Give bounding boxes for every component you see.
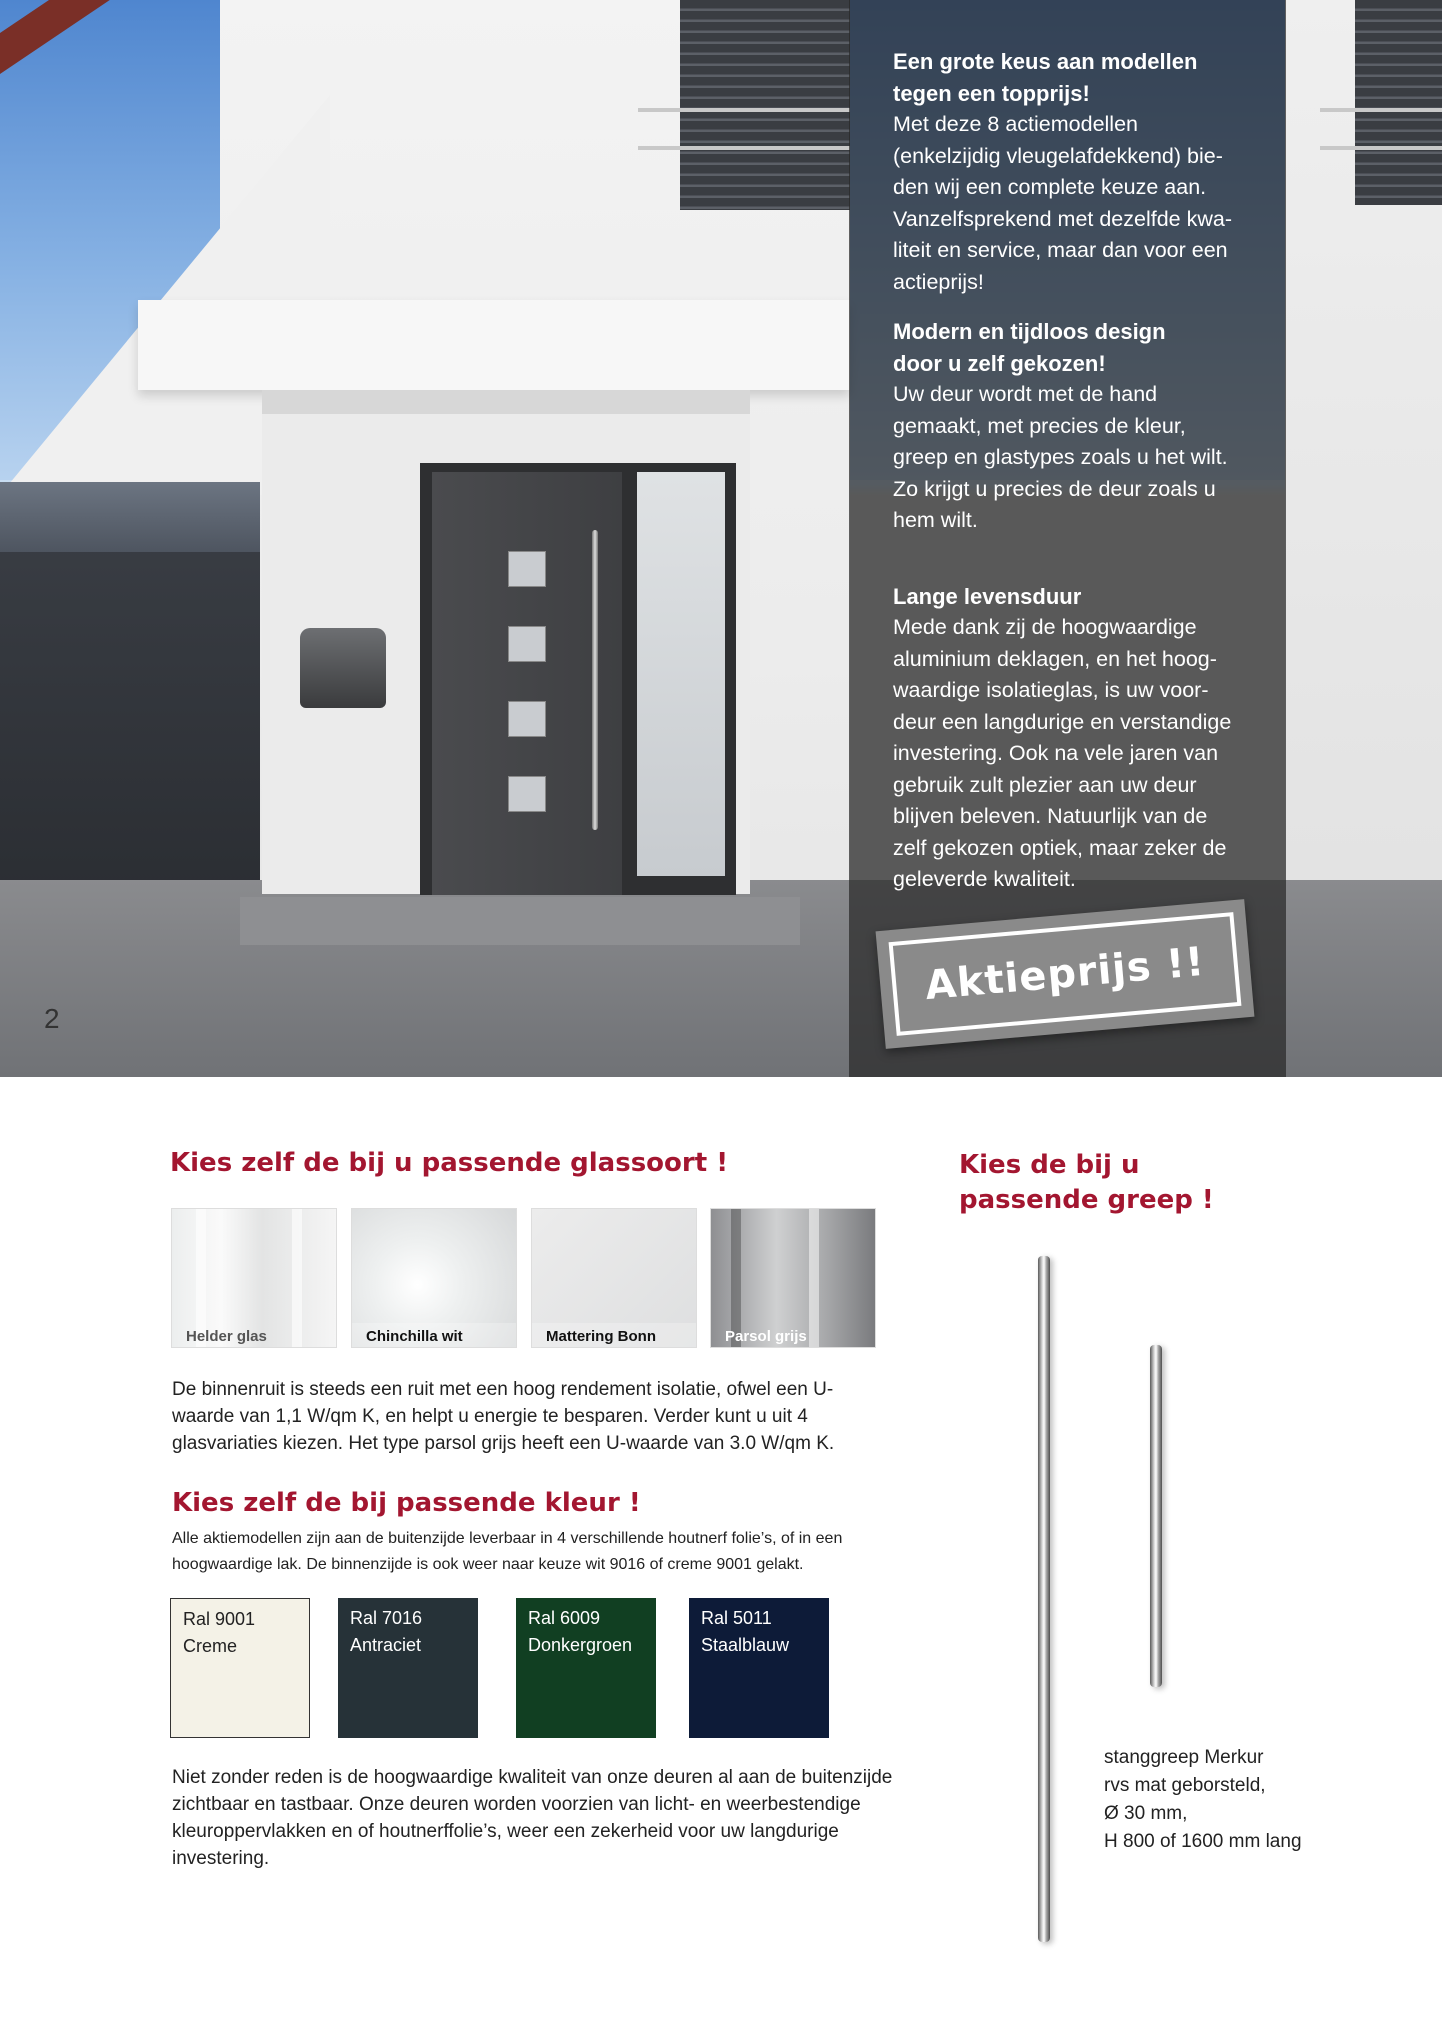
grip-caption [1104, 1744, 1344, 1856]
panel-line: Vanzelfsprekend met dezelfde kwa- [893, 206, 1233, 231]
closing-text: Niet zonder reden is de hoogwaardige kwaliteit van onze deuren al aan de buitenzijde zichtbaar en tastbaar. Onze deuren worden voorzien van licht- en weerbestendige kleuroppervlakken en of houtnerffolie’s, weer een zekerheid voor uw langdurige investering. [172, 1767, 893, 1869]
color-name: Antraciet [350, 1635, 422, 1655]
info-panel-text [893, 46, 1253, 896]
panel-line: blijven beleven. Natuurlijk van de [893, 804, 1208, 828]
swatch-detail [196, 1209, 206, 1347]
glass-heading: Kies zelf de bij u passende glassoort ! [170, 1148, 729, 1178]
mailbox [300, 628, 386, 708]
panel-line: hem wilt. [893, 508, 978, 532]
color-code: Ral 5011 [701, 1608, 772, 1628]
panel-line: waardige isolatieglas, is uw voor- [893, 678, 1209, 702]
glass-label: Parsol grijs [725, 1328, 807, 1345]
balcony-rail [1320, 108, 1442, 112]
panel-line: (enkelzijdig vleugelafdekkend) bie- [893, 143, 1223, 168]
door-glass-pane [508, 776, 546, 812]
glass-swatch-chinchilla [351, 1208, 517, 1348]
door-glass-pane [508, 551, 546, 587]
color-name: Creme [183, 1636, 238, 1656]
balcony-rail [638, 108, 850, 112]
panel-line: actieprijs! [893, 269, 984, 294]
panel-line: greep en glastypes zoals u het wilt. [893, 445, 1228, 469]
swatch-detail [292, 1209, 302, 1347]
balcony-rail [1320, 146, 1442, 150]
door-handle [592, 530, 598, 830]
panel-title-2b: door u zelf gekozen! [893, 350, 1106, 376]
color-subtext: Alle aktiemodellen zijn aan de buitenzijde leverbaar in 4 verschillende houtnerf folie’s, of in een hoogwaardige lak. De binnenzijde is ook weer naar keuze wit 9016 of creme 9001 gelakt. [172, 1530, 843, 1573]
panel-line: geleverde kwaliteit. [893, 867, 1076, 891]
door-glass-pane [508, 626, 546, 662]
badge-border [889, 912, 1242, 1036]
color-code: Ral 9001 [183, 1609, 256, 1629]
panel-line: gebruik zult plezier aan uw deur [893, 772, 1197, 797]
grip-caption-line: Ø 30 mm, [1104, 1803, 1188, 1824]
badge-text: Aktieprijs !! [923, 938, 1207, 1010]
handle-long-image [1038, 1256, 1050, 1942]
door-glass-pane [508, 701, 546, 737]
door-step [240, 897, 800, 945]
swatch-detail [731, 1209, 741, 1347]
color-option-creme [170, 1598, 310, 1738]
glass-swatch-parsol [710, 1208, 876, 1348]
color-code: Ral 7016 [350, 1608, 423, 1628]
grip-heading-line: passende greep ! [959, 1185, 1214, 1215]
entrance-canopy [138, 300, 850, 390]
panel-line: liteit en service, maar dan voor een [893, 238, 1228, 262]
swatch-detail [809, 1209, 819, 1347]
glass-label: Helder glas [186, 1328, 267, 1345]
glass-label: Mattering Bonn [546, 1328, 656, 1345]
panel-line: gemaakt, met precies de kleur, [893, 413, 1186, 438]
canopy-shadow [262, 390, 750, 414]
panel-title-1b: tegen een topprijs! [893, 80, 1090, 106]
garage-lintel [0, 482, 260, 552]
handle-short-image [1150, 1345, 1162, 1687]
panel-line: zelf gekozen optiek, maar zeker de [893, 835, 1227, 860]
glass-swatch-helder [171, 1208, 337, 1348]
color-option-antraciet [338, 1598, 478, 1738]
panel-line: Mede dank zij de hoogwaardige [893, 615, 1197, 639]
color-option-donkergroen [516, 1598, 656, 1738]
grip-caption-line: H 800 of 1600 mm lang [1104, 1831, 1302, 1852]
glass-swatch-mattering [531, 1208, 697, 1348]
panel-line: Met deze 8 actiemodellen [893, 112, 1139, 136]
panel-line: Uw deur wordt met de hand [893, 382, 1158, 406]
panel-line: Zo krijgt u precies de deur zoals u [893, 476, 1216, 501]
balcony-rail [638, 146, 850, 150]
page-number: 2 [44, 1003, 60, 1034]
window-blinds [1355, 0, 1442, 205]
grip-caption-line: rvs mat geborsteld, [1104, 1775, 1266, 1796]
glass-description: De binnenruit is steeds een ruit met een hoog rendement isolatie, ofwel een U-waarde van 1,1 W/qm K, en helpt u energie te besparen. Verder kunt u uit 4 glasvariaties kiezen. Het type parsol grijs heeft een U-waarde van 3.0 W/qm K. [172, 1379, 835, 1454]
panel-line: aluminium deklagen, en het hoog- [893, 646, 1217, 671]
color-name: Staalblauw [701, 1635, 790, 1655]
panel-line: den wij een complete keuze aan. [893, 175, 1207, 199]
color-name: Donkergroen [528, 1635, 633, 1655]
grip-heading [959, 1148, 1279, 1218]
color-option-staalblauw [689, 1598, 829, 1738]
panel-line: investering. Ook na vele jaren van [893, 741, 1219, 765]
panel-title-3: Lange levensduur [893, 583, 1082, 609]
panel-title-1: Een grote keus aan modellen [893, 49, 1198, 74]
color-code: Ral 6009 [528, 1608, 601, 1628]
grip-caption-line: stanggreep Merkur [1104, 1747, 1264, 1768]
panel-line: deur een langdurige en verstandige [893, 709, 1232, 734]
door-sidelight [637, 472, 725, 876]
grip-heading-line: Kies de bij u [959, 1150, 1140, 1180]
glass-label: Chinchilla wit [366, 1328, 463, 1345]
panel-title-2: Modern en tijdloos design [893, 319, 1166, 344]
window-blinds [680, 0, 850, 210]
color-heading: Kies zelf de bij passende kleur ! [172, 1488, 641, 1518]
